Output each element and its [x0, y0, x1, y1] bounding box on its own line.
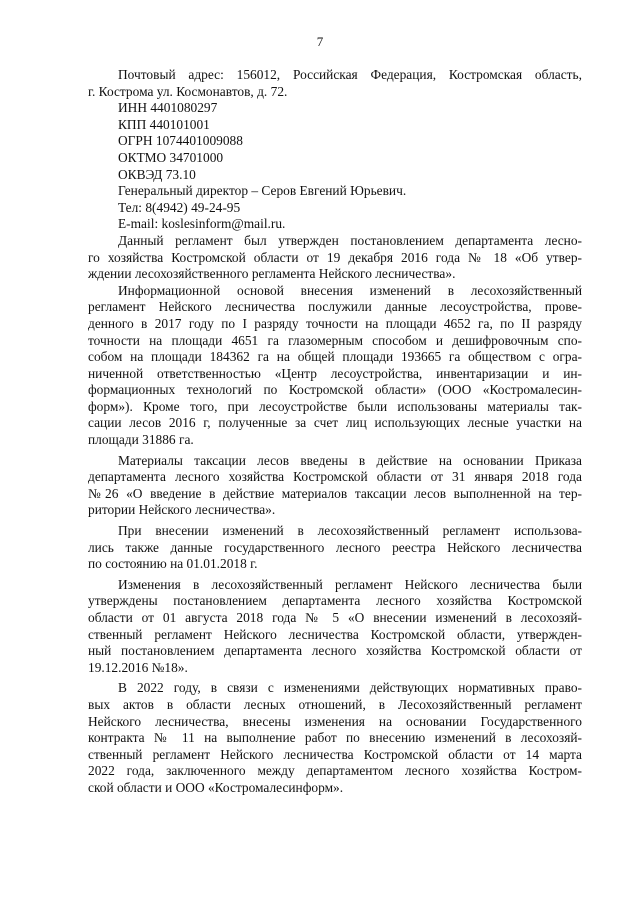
text-line: контракта № 11 на выполнение работ по внесению изменений в лесохозяй- [88, 730, 582, 746]
contact-okved: ОКВЭД 73.10 [118, 166, 196, 182]
text-line: Изменения в лесохозяйственный регламент Нейского лесничества были [118, 576, 582, 592]
paragraph-changes-2018 [88, 577, 582, 677]
text-line: утверждены постановлением департамента лесного хозяйства Костромской [88, 593, 582, 609]
text-line: 2022 года, заключенного между департаментом лесного хозяйства Костром- [88, 763, 582, 779]
text-line: регламент Нейского лесничества послужили данные лесоустройства, прове- [88, 299, 582, 315]
text-line: формационных технологий по Костромской области» (ООО «Костромалесин- [88, 382, 582, 398]
text-line: ственный регламент Нейского лесничества Костромской области, утвержден- [88, 626, 582, 642]
text-line: собом на площади 184362 га на общей площади 193665 га обществом с огра- [88, 349, 582, 365]
paragraph-taxation [88, 453, 582, 519]
text-line: Материалы таксации лесов введены в действие на основании Приказа [118, 452, 582, 468]
contact-ogrn: ОГРН 1074401009088 [118, 133, 243, 149]
text-line: лись также данные государственного лесного реестра Нейского лесничества [88, 539, 582, 555]
contact-inn: ИНН 4401080297 [118, 100, 218, 116]
contact-kpp: КПП 440101001 [118, 116, 210, 132]
text-line: сации лесов 2016 г, полученные за счет лиц использующих лесные участки на [88, 415, 582, 431]
document-body [88, 67, 582, 797]
text-line: Информационной основой внесения изменений в лесохозяйственный [118, 282, 582, 298]
text-line: денного в 2017 году по I разряду точности на площади 4652 га, по II разряду [88, 315, 582, 331]
text-line: го хозяйства Костромской области от 19 декабря 2016 года № 18 «Об утвер- [88, 249, 582, 265]
paragraph-changes-2022 [88, 680, 582, 796]
text-line: ской области и ООО «Костромалесинформ». [88, 779, 344, 795]
text-line: ственный регламент Нейского лесничества Костромской области от 14 марта [88, 746, 582, 762]
text-line: Данный регламент был утвержден постановлением департамента лесно- [118, 232, 582, 248]
text-line: департамента лесного хозяйства Костромской области от 31 января 2018 года [88, 469, 582, 485]
contact-director: Генеральный директор – Серов Евгений Юрьевич. [118, 183, 407, 199]
contact-oktmo: ОКТМО 34701000 [118, 149, 224, 165]
contact-email: E-mail: koslesinform@mail.ru. [118, 216, 286, 232]
paragraph-info-basis [88, 283, 582, 449]
contact-list [88, 100, 582, 233]
text-line: форм»). Кроме того, при лесоустройстве были использованы материалы так- [88, 398, 582, 414]
paragraph-approval [88, 233, 582, 283]
text-line: площади 31886 га. [88, 432, 194, 448]
text-line: ждении лесохозяйственного регламента Нейского лесничества». [88, 266, 456, 282]
text-line: ниченной ответственностью «Центр лесоустройства, инвентаризации и ин- [88, 365, 582, 381]
paragraph-address [88, 67, 582, 100]
paragraph-registry [88, 523, 582, 573]
text-line: 19.12.2016 №18». [88, 659, 188, 675]
text-line: области от 01 августа 2018 года № 5 «О внесении изменений в лесохозяй- [88, 610, 582, 625]
text-line: В 2022 году, в связи с изменениями действующих нормативных право- [118, 680, 582, 696]
text-line: ный постановлением департамента лесного хозяйства Костромской области от [88, 643, 582, 659]
contact-phone: Тел: 8(4942) 49-24-95 [118, 199, 241, 215]
text-line: точности на площади 4651 га глазомерным способом и дешифровочным спо- [88, 332, 582, 348]
text-line: Почтовый адрес: 156012, Российская Федерация, Костромская область, [118, 67, 582, 82]
text-line: При внесении изменений в лесохозяйственный регламент использова- [118, 523, 582, 539]
text-line: №26 «О введение в действие материалов таксации лесов выполненной на тер- [88, 485, 582, 501]
text-line: ритории Нейского лесничества». [88, 502, 276, 518]
text-line: г. Кострома ул. Космонавтов, д. 72. [88, 83, 288, 99]
page-number: 7 [316, 34, 324, 49]
text-line: вых актов в области лесных отношений, в Лесохозяйственный регламент [88, 696, 582, 712]
text-line: Нейского лесничества, внесены изменения на основании Государственного [88, 713, 582, 729]
text-line: по состоянию на 01.01.2018 г. [88, 556, 258, 572]
